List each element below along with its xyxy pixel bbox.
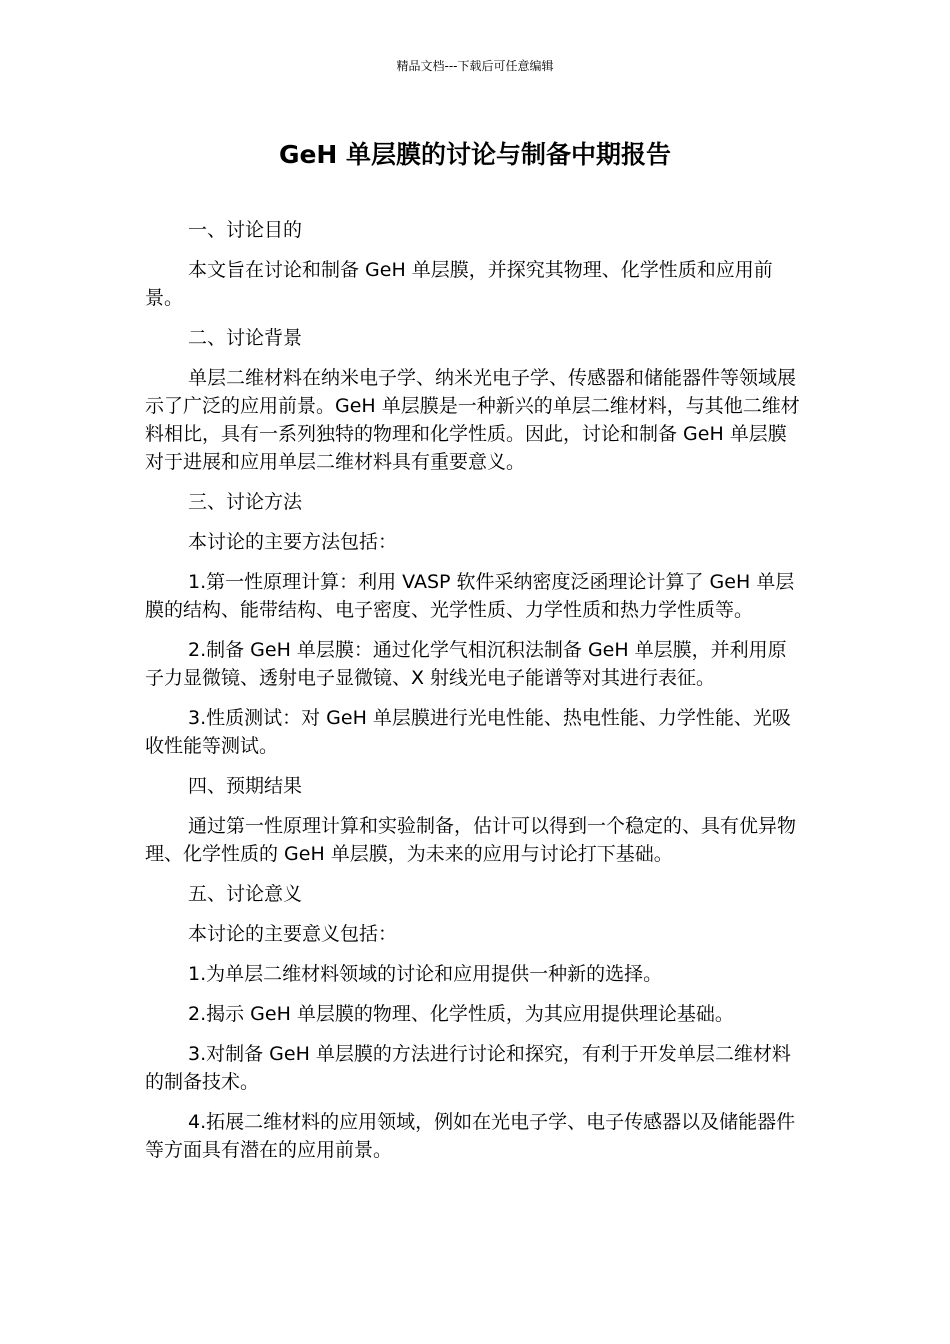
page-header: 精品文档---下载后可任意编辑 xyxy=(396,59,554,73)
paragraph-method-intro: 本讨论的主要方法包括： xyxy=(188,531,398,553)
document-body xyxy=(145,216,805,1176)
list-item-significance-1: 1.为单层二维材料领域的讨论和应用提供一种新的选择。 xyxy=(188,963,663,985)
paragraph-purpose: 本文旨在讨论和制备 GeH 单层膜，并探究其物理、化学性质和应用前景。 xyxy=(145,259,773,309)
list-item-significance-4: 4.拓展二维材料的应用领域，例如在光电子学、电子传感器以及储能器件等方面具有潜在的应用前景。 xyxy=(145,1111,796,1161)
paragraph-background: 单层二维材料在纳米电子学、纳米光电子学、传感器和储能器件等领域展示了广泛的应用前景。GeH 单层膜是一种新兴的单层二维材料，与其他二维材料相比，具有一系列独特的物理和化学性质。因此，讨论和制备 GeH 单层膜对于进展和应用单层二维材料具有重要意义。 xyxy=(145,367,800,473)
section-heading-background: 二、讨论背景 xyxy=(188,327,303,349)
list-item-method-3: 3.性质测试：对 GeH 单层膜进行光电性能、热电性能、力学性能、光吸收性能等测试。 xyxy=(145,707,791,757)
document-title: GeH 单层膜的讨论与制备中期报告 xyxy=(278,140,672,169)
paragraph-expected-results: 通过第一性原理计算和实验制备，估计可以得到一个稳定的、具有优异物理、化学性质的 GeH 单层膜，为未来的应用与讨论打下基础。 xyxy=(145,815,797,865)
section-heading-significance: 五、讨论意义 xyxy=(188,883,303,905)
section-heading-expected-results: 四、预期结果 xyxy=(188,775,303,797)
list-item-significance-2: 2.揭示 GeH 单层膜的物理、化学性质，为其应用提供理论基础。 xyxy=(188,1003,734,1025)
list-item-method-2: 2.制备 GeH 单层膜：通过化学气相沉积法制备 GeH 单层膜，并利用原子力显微镜、透射电子显微镜、X 射线光电子能谱等对其进行表征。 xyxy=(145,639,787,689)
section-heading-purpose: 一、讨论目的 xyxy=(188,219,303,241)
paragraph-significance-intro: 本讨论的主要意义包括： xyxy=(188,923,398,945)
section-heading-method: 三、讨论方法 xyxy=(188,491,303,513)
list-item-method-1: 1.第一性原理计算：利用 VASP 软件采纳密度泛函理论计算了 GeH 单层膜的结构、能带结构、电子密度、光学性质、力学性质和热力学性质等。 xyxy=(145,571,795,621)
list-item-significance-3: 3.对制备 GeH 单层膜的方法进行讨论和探究，有利于开发单层二维材料的制备技术。 xyxy=(145,1043,791,1093)
